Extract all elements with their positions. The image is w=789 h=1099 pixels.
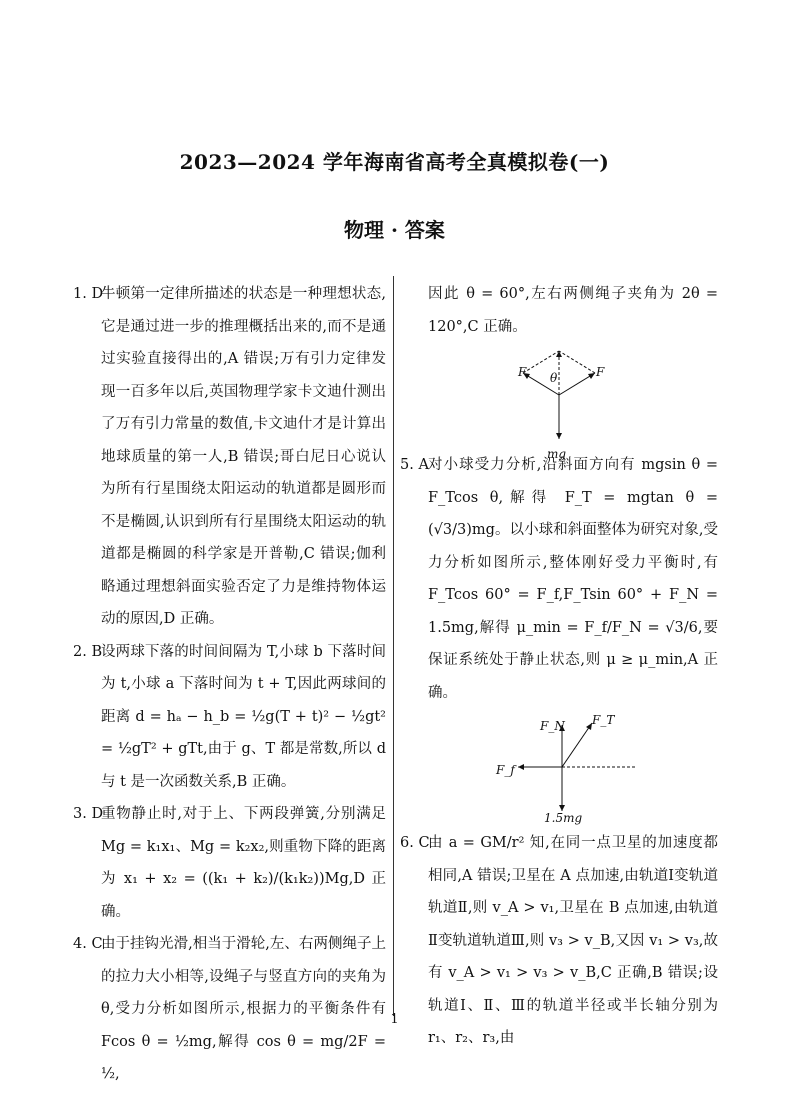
weight-label: 1.5mg: [544, 811, 583, 825]
page-subtitle: 物理 · 答案: [344, 218, 445, 242]
normal-force-label: F_N: [540, 719, 565, 733]
tension-label: F_T: [592, 713, 615, 727]
answer-number: 6. C: [400, 835, 430, 851]
answer-text: 设两球下落的时间间隔为 T,小球 b 下落时间为 t,小球 a 下落时间为 t + T,因此两球间的距离 d = hₐ − h_b = ½g(T + t)² − ½gt² = ½gT² + gTt,由于 g、T 都是常数,所以 d 与 t 是一次函数关系,B 正确。: [101, 643, 386, 790]
answer-item-4: [73, 928, 386, 1091]
column-divider: [393, 276, 394, 1016]
page-title: 2023—2024 学年海南省高考全真模拟卷(一): [179, 150, 610, 174]
friction-label: F_f: [496, 763, 515, 777]
force-label-right: F: [596, 365, 605, 379]
answer-item-2: [73, 636, 386, 799]
page-number: 1: [390, 1012, 399, 1027]
answer-text: 牛顿第一定律所描述的状态是一种理想状态,它是通过进一步的推理概括出来的,而不是通过实验直接得出的,A 错误;万有引力定律发现一百多年以后,英国物理学家卡文迪什测出了万有引力常量的数值,卡文迪什才是计算出地球质量的第一人,B 错误;哥白尼日心说认为所有行星围绕太阳运动的轨道都是圆形而不是椭圆,认识到所有行星围绕太阳运动的轨道都是椭圆的科学家是开普勒,C 错误;伽利略通过理想斜面实验否定了力是维持物体运动的原因,D 正确。: [101, 286, 386, 627]
answer-number: 4. C: [73, 936, 103, 952]
answer-number: 5. A: [400, 457, 429, 473]
answer-text: 重物静止时,对于上、下两段弹簧,分别满足 Mg = k₁x₁、Mg = k₂x₂,则重物下降的距离为 x₁ + x₂ = ((k₁ + k₂)/(k₁k₂))Mg,D 正确。: [101, 806, 386, 920]
answer-text: 由于挂钩光滑,相当于滑轮,左、右两侧绳子上的拉力大小相等,设绳子与竖直方向的夹角为 θ,受力分析如图所示,根据力的平衡条件有 Fcos θ = ½mg,解得 cos θ = mg/2F = ½,: [101, 936, 386, 1082]
answer-number: 3. D: [73, 806, 104, 822]
answer-item-1: [73, 278, 386, 636]
force-diagram-5: [400, 713, 718, 825]
right-column: [400, 278, 718, 1055]
answer-item-5: [400, 449, 718, 709]
angle-label: θ: [550, 371, 558, 385]
left-column: [73, 278, 386, 1091]
gravity-label: mg: [547, 447, 567, 461]
answer-number: 1. D: [73, 286, 104, 302]
answer-text: 对小球受力分析,沿斜面方向有 mgsin θ = F_Tcos θ,解得 F_T = mgtan θ = (√3/3)mg。以小球和斜面整体为研究对象,受力分析如图所示,整体刚好受力平衡时,有 F_Tcos 60° = F_f,F_Tsin 60° + F_N = 1.5mg,解得 μ_min = F_f/F_N = √3/6,要保证系统处于静止状态,则 μ ≥ μ_min,A 正确。: [428, 457, 718, 701]
answer-item-4-continued: 因此 θ = 60°,左右两侧绳子夹角为 2θ = 120°,C 正确。: [428, 286, 718, 335]
force-label-left: F: [518, 365, 527, 379]
answer-number: 2. B: [73, 643, 103, 660]
answer-item-3: [73, 798, 386, 928]
answer-text: 由 a = GM/r² 知,在同一点卫星的加速度都相同,A 错误;卫星在 A 点加速,由轨道Ⅰ变轨道轨道Ⅱ,则 v_A > v₁,卫星在 B 点加速,由轨道Ⅱ变轨道轨道Ⅲ,则 v₃ > v_B,又因 v₁ > v₃,故有 v_A > v₁ > v₃ > v_B,C 正确,B 错误;设轨道Ⅰ、Ⅱ、Ⅲ的轨道半径或半长轴分别为 r₁、r₂、r₃,由: [428, 835, 718, 1046]
force-diagram-4: [400, 347, 718, 461]
